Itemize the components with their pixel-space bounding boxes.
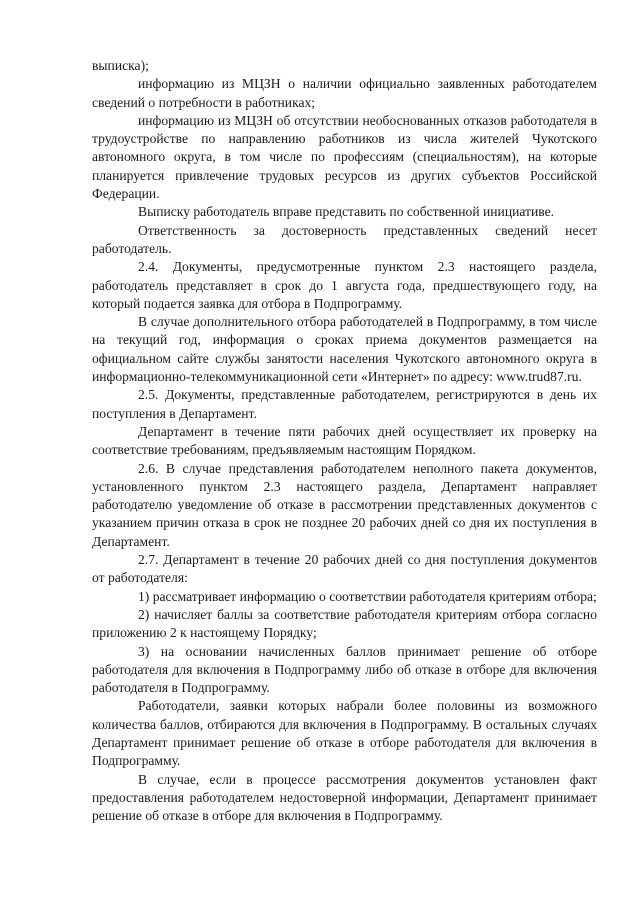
- document-body: [92, 57, 597, 825]
- paragraph-2-5: 2.5. Документы, представленные работодателем, регистрируются в день их поступления в Департамент.: [92, 387, 597, 421]
- paragraph-item-1: 1) рассматривает информацию о соответствии работодателя критериям отбора;: [138, 588, 597, 604]
- paragraph-mczn-refusals: информацию из МЦЗН об отсутствии необоснованных отказов работодателя в трудоустройстве по направлению работников из числа жителей Чукотского автономного округа, в том числе по профессиям (специальностям), на которые планируется привлечение трудовых ресурсов из других субъектов Российской Федерации.: [92, 112, 597, 202]
- paragraph-responsibility: Ответственность за достоверность представленных сведений несет работодатель.: [92, 222, 597, 256]
- paragraph-2-4: 2.4. Документы, предусмотренные пунктом 2.3 настоящего раздела, работодатель представляет в срок до 1 августа года, предшествующего году, на который подается заявка для отбора в Подпрограмму.: [92, 259, 597, 311]
- paragraph-item-2: 2) начисляет баллы за соответствие работодателя критериям отбора согласно приложению 2 к настоящему Порядку;: [92, 606, 597, 641]
- paragraph-item-3: 3) на основании начисленных баллов принимает решение об отборе работодателя для включения в Подпрограмму либо об отказе в отборе для включения работодателя в Подпрограмму.: [92, 643, 597, 696]
- paragraph-extract-end: выписка);: [92, 58, 149, 73]
- paragraph-additional-selection: В случае дополнительного отбора работодателей в Подпрограмму, в том числе на текущий год, информация о сроках приема документов размещается на официальном сайте службы занятости населения Чукотского автономного округа в информационно-телекоммуникационной сети «Интернет» по адресу: www.trud87.ru.: [92, 314, 597, 385]
- paragraph-extract-initiative: Выписку работодатель вправе представить по собственной инициативе.: [138, 204, 555, 220]
- paragraph-false-information: В случае, если в процессе рассмотрения документов установлен факт предоставления работодателем недостоверной информации, Департамент принимает решение об отказе в отборе для включения в Подпрограмму.: [92, 771, 597, 824]
- paragraph-mczn-needs: информацию из МЦЗН о наличии официально заявленных работодателем сведений о потребности в работниках;: [92, 76, 597, 110]
- paragraph-2-6: 2.6. В случае представления работодателем неполного пакета документов, установленного пунктом 2.3 настоящего раздела, Департамент направляет работодателю уведомление об отказе в рассмотрении представленных документов с указанием причин отказа в срок не позднее 20 рабочих дней со дня их поступления в Департамент.: [92, 460, 597, 549]
- paragraph-employers-selected: Работодатели, заявки которых набрали более половины из возможного количества баллов, отбираются для включения в Подпрограмму. В остальных случаях Департамент принимает решение об отказе в отборе работодателя для включения в Подпрограмму.: [92, 698, 597, 769]
- paragraph-2-7: 2.7. Департамент в течение 20 рабочих дней со дня поступления документов от работодателя:: [92, 552, 597, 586]
- paragraph-department-check: Департамент в течение пяти рабочих дней осуществляет их проверку на соответствие требованиям, предъявляемым настоящим Порядком.: [92, 423, 597, 458]
